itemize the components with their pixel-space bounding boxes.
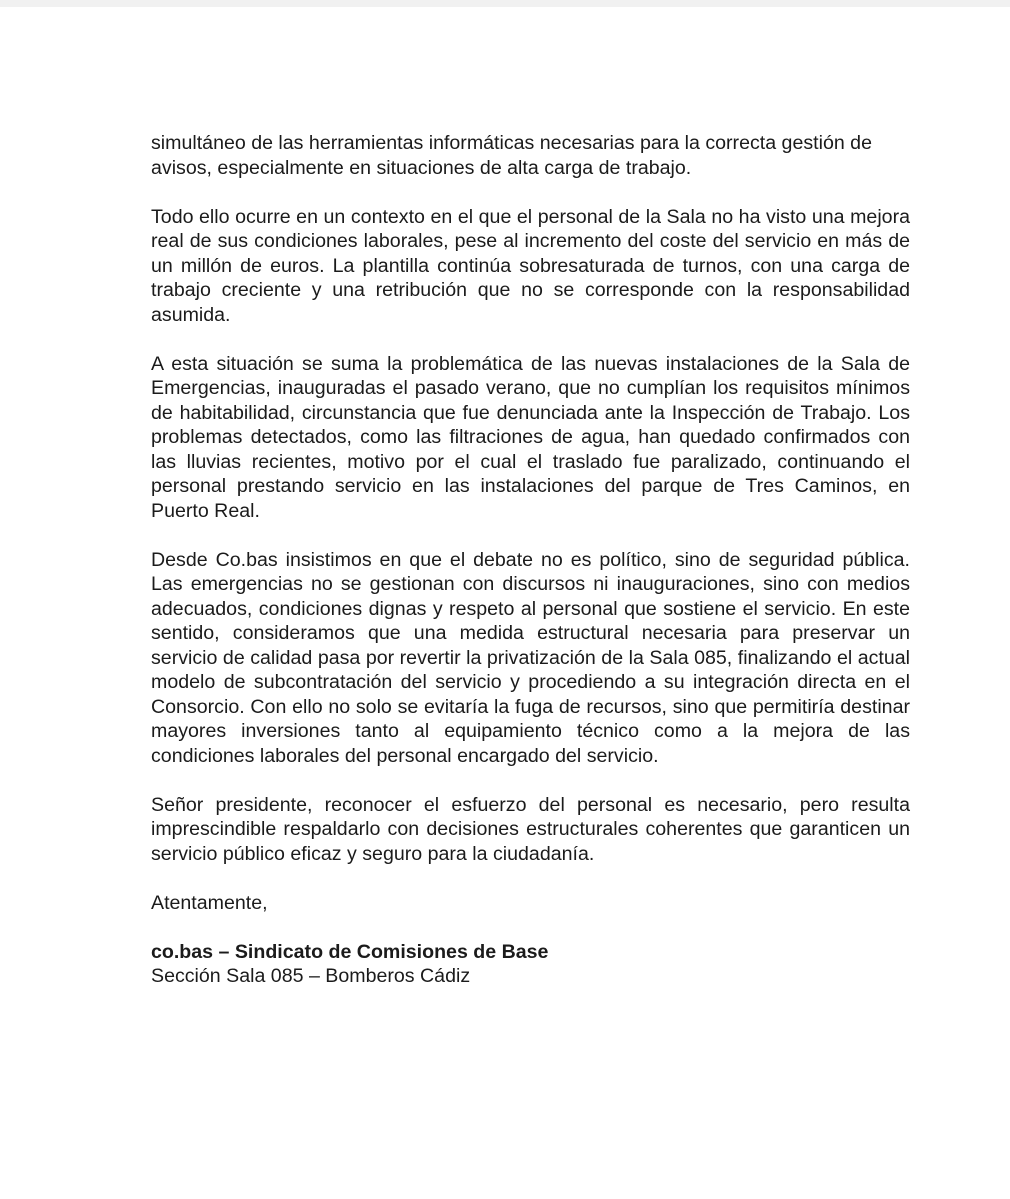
signature-section: Sección Sala 085 – Bomberos Cádiz [151,965,471,987]
paragraph-facilities: A esta situación se suma la problemática de las nuevas instalaciones de la Sala de Emergencias, inauguradas el pasado verano, que no cumplían los requisitos mínimos de habitabilidad, circunstancia que fue denunciada ante la Inspección de Trabajo. Los problemas detectados, como las filtraciones de agua, han quedado confirmados con las lluvias recientes, motivo por el cual el traslado fue paralizado, continuando el personal prestando servicio en las instalaciones del parque de Tres Caminos, en Puerto Real. [151,352,910,522]
paragraph-continuation: simultáneo de las herramientas informáticas necesarias para la correcta gestión de avisos, especialmente en situaciones de alta carga de trabajo. [151,132,872,179]
paragraph-request-to-president: Señor presidente, reconocer el esfuerzo del personal es necesario, pero resulta imprescindible respaldarlo con decisiones estructurales coherentes que garanticen un servicio público eficaz y seguro para la ciudadanía. [151,793,910,865]
paragraph-public-safety: Desde Co.bas insistimos en que el debate no es político, sino de seguridad pública. Las emergencias no se gestionan con discursos ni inauguraciones, sino con medios adecuados, condiciones dignas y respeto al personal que sostiene el servicio. En este sentido, consideramos que una medida estructural necesaria para preservar un servicio de calidad pasa por revertir la privatización de la Sala 085, finalizando el actual modelo de subcontratación del servicio y procediendo a su integración directa en el Consorcio. Con ello no solo se evitaría la fuga de recursos, sino que permitiría destinar mayores inversiones tanto al equipamiento técnico como a la mejora de las condiciones laborales del personal encargado del servicio. [151,548,910,767]
closing-salutation: Atentamente, [151,891,268,914]
signature-organization: co.bas – Sindicato de Comisiones de Base [151,940,549,963]
paragraph-working-conditions: Todo ello ocurre en un contexto en el que el personal de la Sala no ha visto una mejora real de sus condiciones laborales, pese al incremento del coste del servicio en más de un millón de euros. La plantilla continúa sobresaturada de turnos, con una carga de trabajo creciente y una retribución que no se corresponde con la responsabilidad asumida. [151,205,910,326]
document-body [151,131,910,989]
top-edge-strip [0,0,1010,7]
